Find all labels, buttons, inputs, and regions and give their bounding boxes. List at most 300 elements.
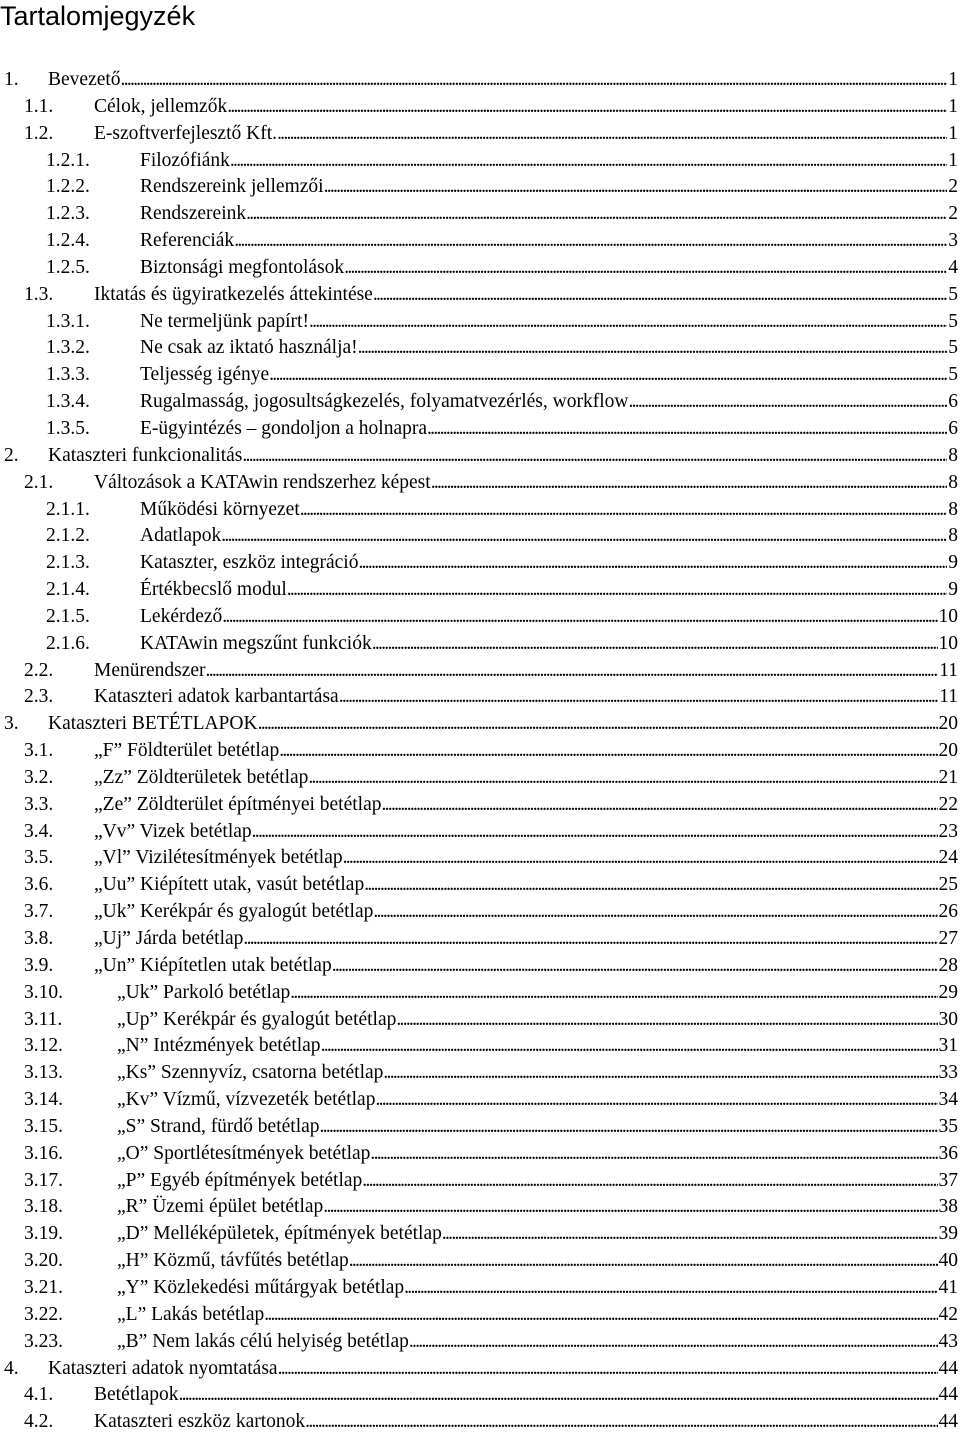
dot-leader [242, 443, 947, 470]
toc-entry-title[interactable]: Ne csak az iktató használja! [140, 337, 358, 359]
toc-entry-title[interactable]: „Ze” Zöldterület építményei betétlap [94, 793, 382, 815]
dot-leader [269, 362, 947, 389]
toc-entry-line [140, 309, 958, 336]
toc-entry-line [94, 282, 958, 309]
toc-entry-line [94, 470, 958, 497]
toc-entry-title[interactable]: „Up” Kerékpár és gyalogút betétlap [117, 1008, 397, 1030]
toc-entry-number: 1.3.5. [46, 417, 90, 439]
toc-entry-page[interactable]: 1 [948, 69, 958, 90]
toc-entry-line [117, 1033, 958, 1060]
toc-entry-number: 2.1. [24, 471, 54, 493]
toc-entry-page[interactable]: 1 [948, 95, 958, 117]
toc-entry-page[interactable]: 11 [939, 659, 958, 681]
toc-entry-number: 3.11. [24, 1008, 63, 1030]
toc-entry[interactable] [0, 792, 960, 819]
toc-entry-number: 1.2.1. [46, 149, 90, 171]
toc-entry-number: 3.1. [24, 740, 54, 762]
toc-entry-line [48, 443, 958, 470]
toc-entry-number: 3.13. [24, 1062, 63, 1084]
toc-entry-number: 4.1. [24, 1384, 54, 1406]
toc-entry-title[interactable]: „N” Intézmények betétlap [117, 1035, 321, 1057]
toc-entry-line [117, 1248, 958, 1275]
toc-entry[interactable] [0, 67, 960, 94]
dot-leader [287, 577, 947, 604]
toc-entry-number: 1.2.3. [46, 203, 90, 225]
toc-entry-line [140, 148, 958, 175]
dot-leader [372, 631, 938, 658]
toc-entry[interactable] [0, 926, 960, 953]
toc-entry-title[interactable]: „Uj” Járda betétlap [94, 928, 244, 949]
toc-entry-number: 3.3. [24, 793, 54, 815]
toc-entry-line [48, 711, 958, 738]
toc-entry-number: 3.18. [24, 1196, 63, 1218]
toc-entry-number: 3.21. [24, 1276, 63, 1298]
dot-leader [427, 416, 947, 443]
toc-entry[interactable] [0, 94, 960, 121]
toc-entry-line [140, 335, 958, 362]
toc-entry-page[interactable]: 36 [938, 1142, 958, 1164]
toc-entry-number: 3.19. [24, 1223, 63, 1245]
toc-entry-title[interactable]: Rugalmasság, jogosultságkezelés, folyamatvezérlés, workflow [140, 391, 629, 413]
toc-entry-line [117, 1221, 958, 1248]
toc-entry-number: 3. [4, 713, 19, 735]
toc-entry-title[interactable]: Értékbecslő modul [140, 579, 287, 601]
toc-entry-number: 1.2.5. [46, 256, 90, 278]
toc-entry-line [94, 819, 958, 846]
toc-entry-line [140, 201, 958, 228]
toc-entry-line [140, 255, 958, 282]
toc-entry-line [94, 926, 958, 953]
toc-entry-page[interactable]: 1 [948, 122, 958, 144]
toc-entry-line [140, 389, 958, 416]
toc-entry[interactable] [0, 1248, 960, 1275]
dot-leader [396, 1007, 937, 1034]
dot-leader [300, 497, 947, 524]
dot-leader [243, 926, 937, 953]
dot-leader [339, 684, 939, 711]
toc-entry-page[interactable]: 10 [938, 605, 958, 627]
toc-entry-title[interactable]: „P” Egyéb építmények betétlap [117, 1169, 363, 1191]
toc-entry-page[interactable]: 25 [938, 874, 958, 896]
toc-entry[interactable] [0, 684, 960, 711]
toc-entry-number: 1.1. [24, 95, 54, 117]
page-title: Tartalomjegyzék [0, 1, 196, 31]
toc-entry-line [94, 684, 958, 711]
toc-entry-number: 1.2.4. [46, 230, 90, 252]
toc-entry-page[interactable]: 8 [948, 471, 958, 493]
dot-leader [382, 792, 938, 819]
dot-leader [309, 309, 947, 336]
toc-entry-title[interactable]: Kataszter, eszköz integráció [140, 552, 359, 574]
dot-leader [324, 174, 948, 201]
toc-entry-page[interactable]: 34 [938, 1089, 958, 1111]
toc-entry-number: 3.6. [24, 874, 54, 896]
dot-leader [323, 1194, 937, 1221]
toc-entry-title[interactable]: „Y” Közlekedési műtárgyak betétlap [117, 1276, 405, 1298]
toc-entry-number: 2.1.1. [46, 498, 90, 520]
toc-entry-title[interactable]: „Uk” Parkoló betétlap [117, 981, 291, 1003]
toc-entry-line [140, 604, 958, 631]
toc-entry[interactable] [0, 1087, 960, 1114]
dot-leader [358, 550, 947, 577]
dot-leader [234, 228, 947, 255]
toc-entry-page[interactable]: 5 [948, 283, 958, 305]
toc-entry-page[interactable]: 37 [938, 1169, 958, 1191]
dot-leader [221, 523, 947, 550]
toc-entry[interactable] [0, 953, 960, 980]
toc-entry[interactable] [0, 765, 960, 792]
toc-entry-page[interactable]: 23 [938, 820, 958, 842]
toc-entry-line [117, 1194, 958, 1221]
dot-leader [320, 1114, 938, 1141]
toc-entry-number: 2.1.6. [46, 632, 90, 654]
toc-entry-line [117, 1141, 958, 1168]
toc-entry-number: 2.1.4. [46, 579, 90, 601]
toc-entry-page[interactable]: 39 [938, 1223, 958, 1245]
toc-entry-line [94, 899, 958, 926]
toc-entry-number: 3.20. [24, 1250, 63, 1272]
toc-entry-line [117, 1302, 958, 1329]
toc-entry[interactable] [0, 1168, 960, 1195]
dot-leader [305, 1409, 937, 1436]
toc-entry-line [94, 94, 958, 121]
toc-entry-page[interactable]: 4 [948, 256, 958, 278]
toc-entry-number: 3.8. [24, 928, 54, 949]
toc-entry-number: 1.3.3. [46, 364, 90, 386]
toc-entry-title[interactable]: Kataszteri eszköz kartonok [94, 1411, 306, 1433]
toc-entry[interactable] [0, 819, 960, 846]
toc-entry-number: 3.16. [24, 1142, 63, 1164]
toc-entry-page[interactable]: 2 [948, 203, 958, 225]
dot-leader [431, 470, 948, 497]
toc-entry-page[interactable]: 29 [938, 981, 958, 1003]
toc-entry-title[interactable]: Adatlapok [140, 525, 222, 547]
toc-entry-line [140, 362, 958, 389]
toc-entry[interactable] [0, 148, 960, 175]
dot-leader [206, 658, 939, 685]
toc-entry[interactable] [0, 1007, 960, 1034]
dot-leader [222, 604, 937, 631]
toc-entry-number: 1.3.4. [46, 391, 90, 413]
toc-entry-number: 2.1.2. [46, 525, 90, 547]
toc-entry-title[interactable]: KATAwin megszűnt funkciók [140, 632, 372, 654]
toc-entry-page[interactable]: 27 [938, 928, 958, 949]
toc-entry-title[interactable]: „Uu” Kiépített utak, vasút betétlap [94, 874, 365, 896]
toc-entry-title[interactable]: „Vl” Vizilétesítmények betétlap [94, 847, 343, 869]
toc-entry-line [94, 872, 958, 899]
toc-entry-title[interactable]: Teljesség igénye [140, 364, 270, 386]
toc-entry-line [94, 845, 958, 872]
toc-entry[interactable] [0, 1409, 960, 1436]
toc-entry-title[interactable]: Referenciák [140, 230, 235, 252]
toc-entry-title[interactable]: „Kv” Vízmű, vízvezeték betétlap [117, 1089, 376, 1111]
toc-entry-page[interactable]: 30 [938, 1008, 958, 1030]
dot-leader [628, 389, 947, 416]
toc-entry-line [117, 980, 958, 1007]
toc-entry[interactable] [0, 201, 960, 228]
toc-entry[interactable] [0, 631, 960, 658]
toc-entry-page[interactable]: 31 [938, 1035, 958, 1057]
toc-entry-number: 3.5. [24, 847, 54, 869]
toc-entry[interactable] [0, 282, 960, 309]
toc-entry-line [140, 550, 958, 577]
toc-entry-title[interactable]: Kataszteri funkcionalitás [48, 444, 243, 466]
toc-entry-number: 3.10. [24, 981, 63, 1003]
toc-entry-line [140, 577, 958, 604]
dot-leader [370, 1141, 937, 1168]
toc-entry-line [117, 1087, 958, 1114]
toc-entry-number: 4. [4, 1357, 19, 1379]
toc-entry-page[interactable]: 21 [938, 766, 958, 788]
toc-entry-line [94, 953, 958, 980]
toc-entry[interactable] [0, 899, 960, 926]
dot-leader [277, 121, 947, 148]
dot-leader [279, 738, 937, 765]
toc-entry-number: 1.3. [24, 283, 54, 305]
dot-leader [349, 1248, 938, 1275]
toc-entry[interactable] [0, 255, 960, 282]
toc-entry-page[interactable]: 8 [948, 444, 958, 466]
dot-leader [409, 1329, 938, 1356]
toc-entry-number: 3.15. [24, 1115, 63, 1137]
toc-entry-page[interactable]: 35 [938, 1115, 958, 1137]
toc-entry-page[interactable]: 5 [948, 364, 958, 386]
toc-entry[interactable] [0, 658, 960, 685]
toc-entry-title[interactable]: Betétlapok [94, 1384, 179, 1406]
toc-entry-line [94, 658, 958, 685]
toc-entry[interactable] [0, 604, 960, 631]
toc-entry-line [117, 1275, 958, 1302]
toc-entry[interactable] [0, 1114, 960, 1141]
toc-entry-number: 1.2.2. [46, 176, 90, 198]
toc-entry-number: 3.7. [24, 901, 54, 923]
dot-leader [362, 1168, 937, 1195]
toc-entry-title[interactable]: „O” Sportlétesítmények betétlap [117, 1142, 371, 1164]
toc-entry-title[interactable]: „D” Melléképületek, építmények betétlap [117, 1223, 442, 1245]
toc-entry-title[interactable]: Biztonsági megfontolások [140, 256, 345, 278]
toc-entry-page[interactable]: 5 [948, 310, 958, 332]
toc-entry-title[interactable]: Rendszereink [140, 203, 247, 225]
toc-entry[interactable] [0, 470, 960, 497]
toc-entry-line [94, 765, 958, 792]
toc-entry-page[interactable]: 8 [948, 498, 958, 520]
toc-entry-page[interactable]: 38 [938, 1196, 958, 1218]
toc-entry-number: 1.3.2. [46, 337, 90, 359]
dot-leader [358, 335, 948, 362]
dot-leader [264, 1302, 937, 1329]
toc-entry[interactable] [0, 1356, 960, 1383]
toc-entry-line [94, 738, 958, 765]
toc-entry-title[interactable]: „B” Nem lakás célú helyiség betétlap [117, 1330, 409, 1352]
toc-entry[interactable] [0, 228, 960, 255]
toc-entry-line [117, 1060, 958, 1087]
toc-entry-page[interactable]: 5 [948, 337, 958, 359]
toc-entry-line [140, 228, 958, 255]
toc-entry-line [94, 1409, 958, 1436]
toc-entry-page[interactable]: 43 [938, 1330, 958, 1352]
toc-entry-title[interactable]: „F” Földterület betétlap [94, 740, 280, 762]
toc-entry-page[interactable]: 6 [948, 391, 958, 413]
toc-entry-page[interactable]: 22 [938, 793, 958, 815]
toc-entry-line [94, 1382, 958, 1409]
toc-entry-page[interactable]: 2 [948, 176, 958, 198]
toc-entry-title[interactable]: Filozófiánk [140, 149, 230, 171]
toc-entry-title[interactable]: Változások a KATAwin rendszerhez képest [94, 471, 431, 493]
toc-entry[interactable] [0, 1275, 960, 1302]
toc-entry-line [94, 792, 958, 819]
dot-leader [383, 1060, 937, 1087]
dot-leader [290, 980, 937, 1007]
dot-leader [178, 1382, 937, 1409]
dot-leader [230, 148, 947, 175]
toc-entry[interactable] [0, 335, 960, 362]
table-of-contents [0, 67, 960, 1436]
toc-entry-title[interactable]: „Ks” Szennyvíz, csatorna betétlap [117, 1062, 384, 1084]
toc-entry-number: 3.14. [24, 1089, 63, 1111]
toc-entry-title[interactable]: Célok, jellemzők [94, 95, 228, 117]
toc-entry[interactable] [0, 577, 960, 604]
toc-entry-number: 2.2. [24, 659, 54, 681]
dot-leader [278, 1356, 938, 1383]
dot-leader [332, 953, 938, 980]
toc-entry-title[interactable]: „H” Közmű, távfűtés betétlap [117, 1250, 349, 1272]
toc-entry[interactable] [0, 845, 960, 872]
toc-entry[interactable] [0, 1033, 960, 1060]
toc-entry-title[interactable]: Iktatás és ügyiratkezelés áttekintése [94, 283, 373, 305]
dot-leader [373, 282, 947, 309]
toc-entry-page[interactable]: 40 [938, 1250, 958, 1272]
toc-entry[interactable] [0, 497, 960, 524]
toc-entry[interactable] [0, 1060, 960, 1087]
toc-entry-page[interactable]: 9 [948, 579, 958, 601]
toc-entry-title[interactable]: „S” Strand, fürdő betétlap [117, 1115, 320, 1137]
toc-entry-page[interactable]: 3 [948, 230, 958, 252]
toc-entry-page[interactable]: 26 [938, 901, 958, 923]
toc-entry[interactable] [0, 174, 960, 201]
toc-entry-page[interactable]: 6 [948, 417, 958, 439]
dot-leader [252, 819, 938, 846]
dot-leader [344, 255, 947, 282]
toc-entry-page[interactable]: 11 [939, 686, 958, 708]
toc-entry[interactable] [0, 738, 960, 765]
toc-entry-title[interactable]: „Zz” Zöldterületek betétlap [94, 766, 309, 788]
toc-entry[interactable] [0, 1221, 960, 1248]
toc-entry[interactable] [0, 711, 960, 738]
toc-entry-number: 2.1.3. [46, 552, 90, 574]
toc-entry-line [140, 631, 958, 658]
toc-entry-title[interactable]: Bevezető [48, 69, 121, 90]
toc-entry-page[interactable]: 8 [948, 525, 958, 547]
toc-entry-page[interactable]: 24 [938, 847, 958, 869]
toc-entry-page[interactable]: 44 [938, 1357, 958, 1379]
toc-entry[interactable] [0, 1329, 960, 1356]
toc-entry[interactable] [0, 1141, 960, 1168]
toc-entry-title[interactable]: E-ügyintézés – gondoljon a holnapra [140, 417, 428, 439]
dot-leader [121, 67, 948, 94]
toc-entry-page[interactable]: 44 [938, 1384, 958, 1406]
toc-entry-number: 3.9. [24, 954, 54, 976]
toc-entry-line [140, 174, 958, 201]
toc-entry-title[interactable]: „Vv” Vizek betétlap [94, 820, 252, 842]
dot-leader [246, 201, 947, 228]
toc-entry-title[interactable]: Lekérdező [140, 605, 223, 627]
toc-entry[interactable] [0, 980, 960, 1007]
toc-entry-page[interactable]: 9 [948, 552, 958, 574]
toc-entry[interactable] [0, 443, 960, 470]
toc-entry[interactable] [0, 1382, 960, 1409]
toc-entry-title[interactable]: Ne termeljünk papírt! [140, 310, 309, 332]
toc-entry[interactable] [0, 416, 960, 443]
toc-entry-number: 3.2. [24, 766, 54, 788]
toc-entry-page[interactable]: 20 [938, 713, 958, 735]
toc-entry-line [117, 1007, 958, 1034]
toc-entry-title[interactable]: Kataszteri BETÉTLAPOK [48, 713, 258, 735]
toc-entry[interactable] [0, 362, 960, 389]
toc-entry-title[interactable]: Menürendszer [94, 659, 206, 681]
toc-entry-page[interactable]: 44 [938, 1411, 958, 1433]
toc-entry-title[interactable]: Kataszteri adatok nyomtatása [48, 1357, 278, 1379]
toc-entry[interactable] [0, 389, 960, 416]
toc-entry-number: 4.2. [24, 1411, 54, 1433]
dot-leader [308, 765, 937, 792]
toc-entry-number: 2. [4, 444, 19, 466]
toc-entry[interactable] [0, 1302, 960, 1329]
toc-entry-title[interactable]: Kataszteri adatok karbantartása [94, 686, 339, 708]
toc-entry-page[interactable]: 10 [938, 632, 958, 654]
toc-entry[interactable] [0, 550, 960, 577]
toc-entry-title[interactable]: Rendszereink jellemzői [140, 176, 324, 198]
toc-entry-line [117, 1114, 958, 1141]
toc-entry[interactable] [0, 309, 960, 336]
toc-entry-title[interactable]: „R” Üzemi épület betétlap [117, 1196, 324, 1218]
toc-entry-title[interactable]: Működési környezet [140, 498, 300, 520]
dot-leader [321, 1033, 938, 1060]
toc-entry-page[interactable]: 28 [938, 954, 958, 976]
toc-entry-page[interactable]: 20 [938, 740, 958, 762]
toc-entry-number: 3.17. [24, 1169, 63, 1191]
toc-entry-number: 1.3.1. [46, 310, 90, 332]
toc-entry-title[interactable]: „Un” Kiépítetlen utak betétlap [94, 954, 332, 976]
dot-leader [373, 899, 937, 926]
toc-entry-page[interactable]: 33 [938, 1062, 958, 1084]
toc-entry-page[interactable]: 41 [938, 1276, 958, 1298]
toc-entry-line [117, 1168, 958, 1195]
toc-entry[interactable] [0, 121, 960, 148]
toc-entry-title[interactable]: „L” Lakás betétlap [117, 1303, 265, 1325]
toc-entry-line [48, 67, 958, 94]
dot-leader [442, 1221, 938, 1248]
toc-entry-number: 3.22. [24, 1303, 63, 1325]
dot-leader [227, 94, 947, 121]
toc-entry-number: 2.3. [24, 686, 54, 708]
dot-leader [404, 1275, 937, 1302]
toc-entry[interactable] [0, 872, 960, 899]
toc-entry-title[interactable]: „Uk” Kerékpár és gyalogút betétlap [94, 901, 374, 923]
toc-entry-line [140, 497, 958, 524]
toc-entry[interactable] [0, 523, 960, 550]
dot-leader [343, 845, 938, 872]
toc-entry-title[interactable]: E-szoftverfejlesztő Kft. [94, 122, 278, 144]
toc-entry-number: 1.2. [24, 122, 54, 144]
toc-entry-page[interactable]: 42 [938, 1303, 958, 1325]
toc-entry-page[interactable]: 1 [948, 149, 958, 171]
toc-entry-number: 2.1.5. [46, 605, 90, 627]
toc-entry-line [94, 121, 958, 148]
toc-entry[interactable] [0, 1194, 960, 1221]
toc-entry-line [117, 1329, 958, 1356]
toc-entry-number: 3.12. [24, 1035, 63, 1057]
toc-entry-line [140, 523, 958, 550]
